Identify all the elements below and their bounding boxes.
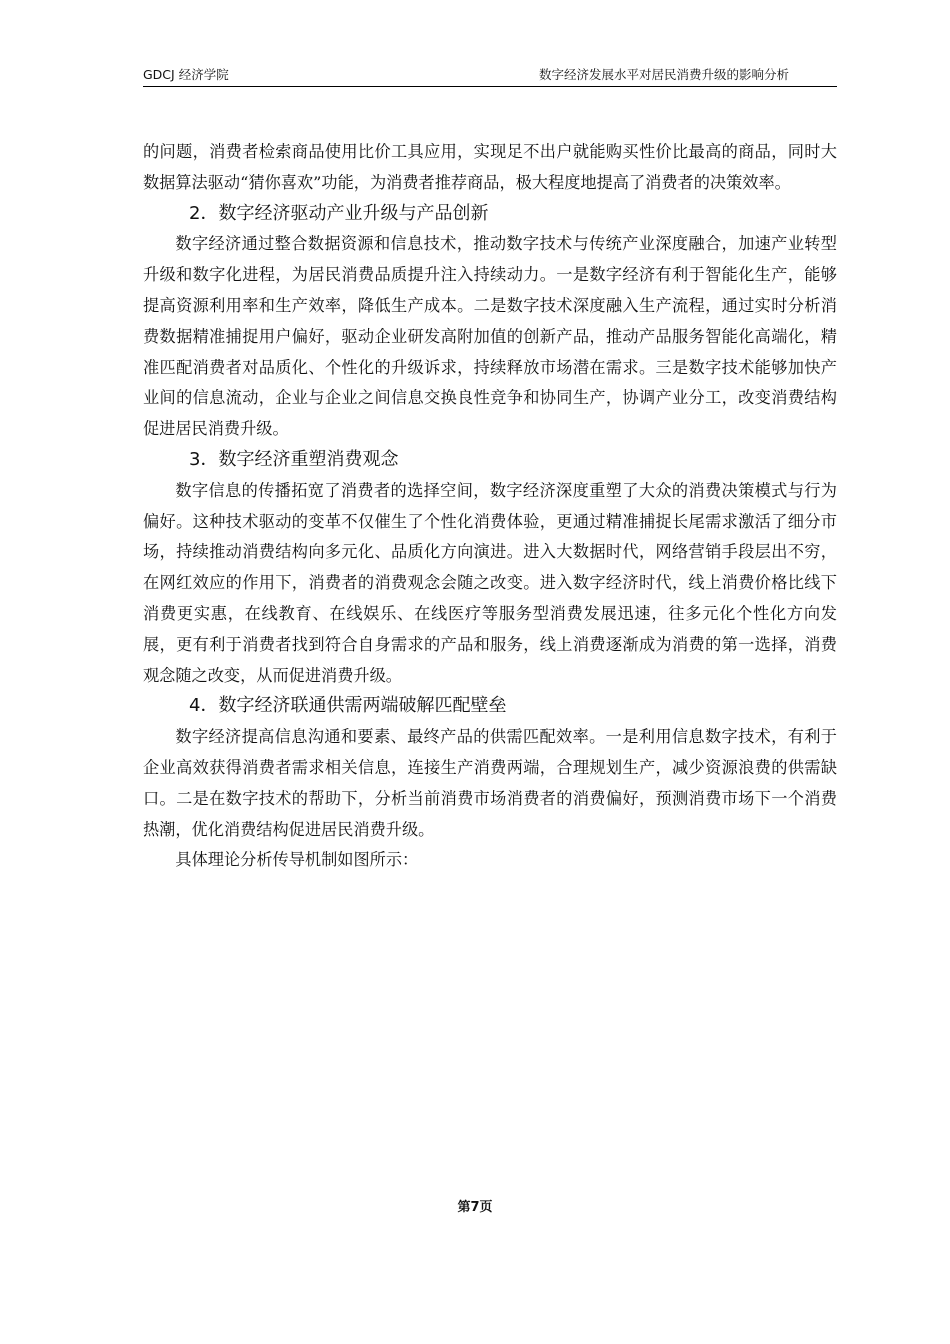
paragraph-figure-intro: 具体理论分析传导机制如图所示：: [175, 850, 419, 870]
page-number: 第7页: [457, 1200, 493, 1215]
section-heading-4: 4．数字经济联通供需两端破解匹配壁垒: [189, 695, 507, 717]
section-heading-2: 2．数字经济驱动产业升级与产品创新: [189, 202, 489, 224]
section-heading-3: 3．数字经济重塑消费观念: [189, 448, 399, 470]
paragraph-industry-upgrade: 数字经济通过整合数据资源和信息技术，推动数字技术与传统产业深度融合，加速产业转型升级和数字化进程，为居民消费品质提升注入持续动力。一是数字经济有利于智能化生产，能够提高资源利用率和生产效率，降低生产成本。二是数字技术深度融入生产流程，通过实时分析消费数据精准捕捉用户偏好，驱动企业研发高附加值的创新产品，推动产品服务智能化高端化，精准匹配消费者对品质化、个性化的升级诉求，持续释放市场潜在需求。三是数字技术能够加快产业间的信息流动，企业与企业之间信息交换良性竞争和协同生产，协调产业分工，改变消费结构促进居民消费升级。: [143, 234, 837, 439]
paragraph-consumption-concept: 数字信息的传播拓宽了消费者的选择空间，数字经济深度重塑了大众的消费决策模式与行为偏好。这种技术驱动的变革不仅催生了个性化消费体验，更通过精准捕捉长尾需求激活了细分市场，持续推动消费结构向多元化、品质化方向演进。进入大数据时代，网络营销手段层出不穷，在网红效应的作用下，消费者的消费观念会随之改变。进入数字经济时代，线上消费价格比线下消费更实惠，在线教育、在线娱乐、在线医疗等服务型消费发展迅速，往多元化个性化方向发展，更有利于消费者找到符合自身需求的产品和服务，线上消费逐渐成为消费的第一选择，消费观念随之改变，从而促进消费升级。: [143, 480, 837, 685]
body-text: [143, 137, 837, 876]
header-school: GDCJ 经济学院: [143, 67, 229, 82]
paragraph-supply-demand: 数字经济提高信息沟通和要素、最终产品的供需匹配效率。一是利用信息数字技术，有利于企业高效获得消费者需求相关信息，连接生产消费两端，合理规划生产，减少资源浪费的供需缺口。二是在数字技术的帮助下，分析当前消费市场消费者的消费偏好，预测消费市场下一个消费热潮，优化消费结构促进居民消费升级。: [143, 727, 837, 839]
page-header: [143, 64, 837, 87]
paragraph-continued: 的问题，消费者检索商品使用比价工具应用，实现足不出户就能购买性价比最高的商品，同时大数据算法驱动“猜你喜欢”功能，为消费者推荐商品，极大程度地提高了消费者的决策效率。: [143, 142, 837, 192]
header-title: 数字经济发展水平对居民消费升级的影响分析: [538, 67, 789, 82]
